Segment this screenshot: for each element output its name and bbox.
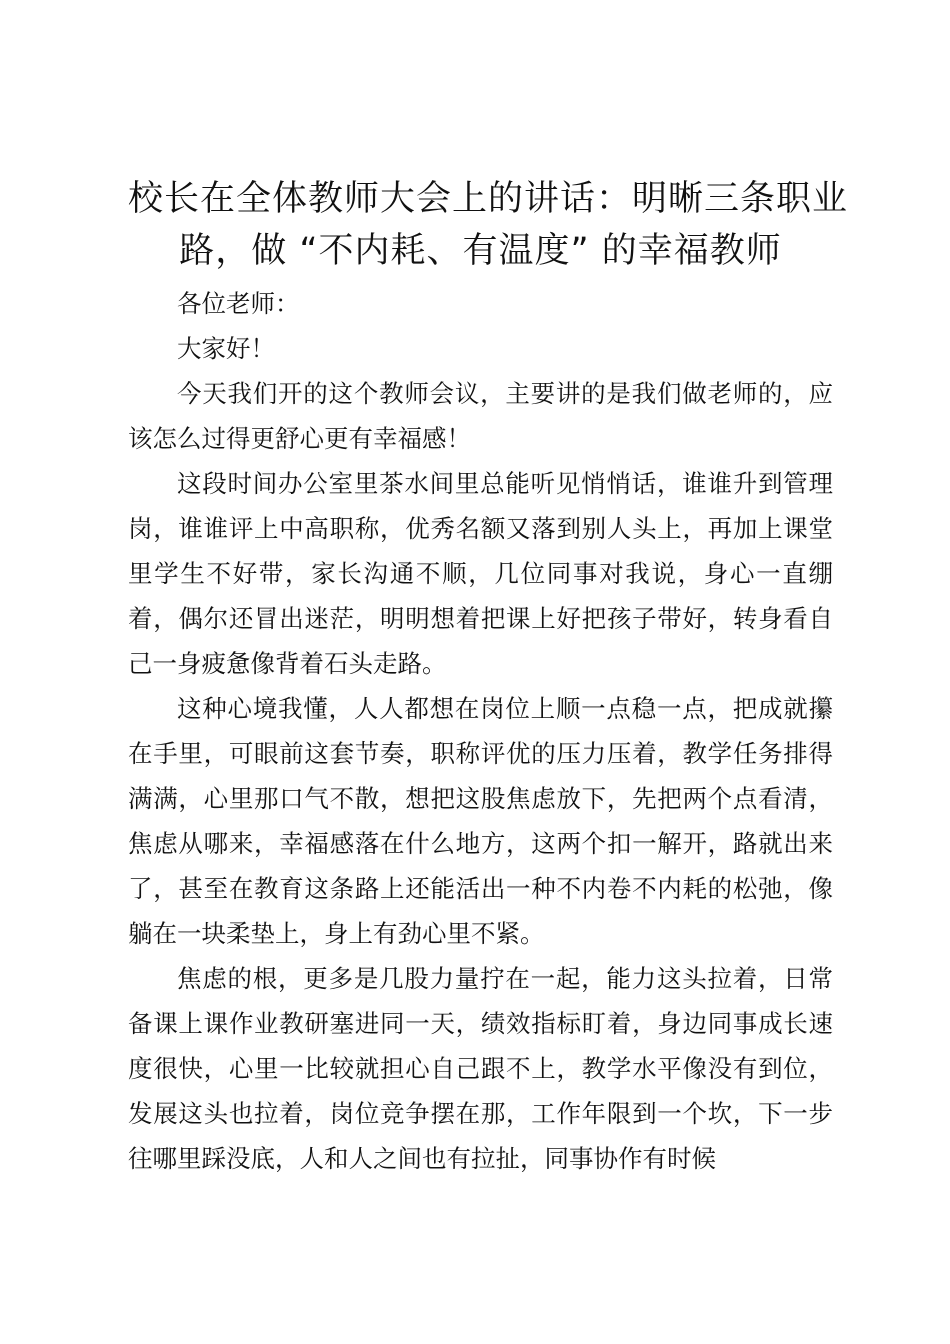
paragraph-1: 今天我们开的这个教师会议，主要讲的是我们做老师的，应该怎么过得更舒心更有幸福感！ [128, 379, 833, 453]
title-line-2: 路，做 “不内耗、有温度” 的幸福教师 [179, 231, 782, 271]
document-title [128, 173, 849, 277]
salutation: 各位老师： [177, 289, 300, 318]
paragraph-4: 焦虑的根，更多是几股力量拧在一起，能力这头拉着，日常备课上课作业教研塞进同一天，绩效指标盯着，身边同事成长速度很快，心里一比较就担心自己跟不上，教学水平像没有到位，发展这头也拉着，岗位竞争摆在那，工作年限到一个坎，下一步往哪里踩没底，人和人之间也有拉扯，同事协作有时候 [128, 964, 833, 1173]
paragraph-2: 这段时间办公室里茶水间里总能听见悄悄话，谁谁升到管理岗，谁谁评上中高职称，优秀名额又落到别人头上，再加上课堂里学生不好带，家长沟通不顺，几位同事对我说，身心一直绷着，偶尔还冒出迷茫，明明想着把课上好把孩子带好，转身看自己一身疲惫像背着石头走路。 [128, 469, 833, 678]
greeting: 大家好！ [177, 334, 275, 363]
title-line-1: 校长在全体教师大会上的讲话：明晰三条职业 [128, 179, 849, 219]
document-body [128, 173, 849, 1181]
paragraph-3: 这种心境我懂，人人都想在岗位上顺一点稳一点，把成就攥在手里，可眼前这套节奏，职称评优的压力压着，教学任务排得满满，心里那口气不散，想把这股焦虑放下，先把两个点看清，焦虑从哪来，幸福感落在什么地方，这两个扣一解开，路就出来了，甚至在教育这条路上还能活出一种不内卷不内耗的松弛，像躺在一块柔垫上，身上有劲心里不紧。 [128, 694, 833, 948]
